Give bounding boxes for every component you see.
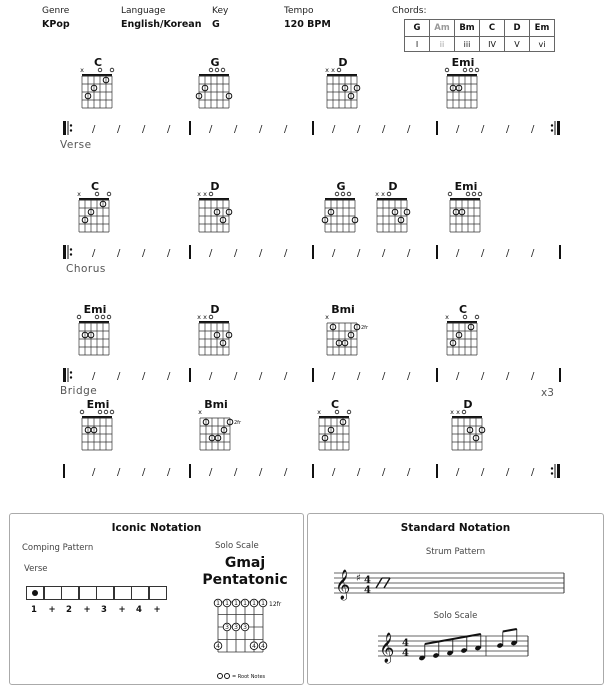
scale-note-finger: 1 — [243, 600, 247, 608]
genre-label: Genre — [42, 6, 70, 16]
strum-slash: / — [531, 124, 535, 135]
root-note-legend-mark — [225, 674, 230, 679]
strum-slash: / — [92, 467, 96, 478]
comping-cell — [114, 586, 132, 600]
panel-title: Iconic Notation — [111, 522, 202, 534]
open-string-mark — [463, 68, 467, 72]
strum-slash: / — [407, 124, 411, 135]
key-value: G — [212, 19, 220, 30]
strum-slash: / — [531, 248, 535, 259]
strum-slash: / — [382, 248, 386, 259]
language-label: Language — [121, 6, 166, 16]
strum-slash: / — [456, 371, 460, 382]
muted-string-mark: x — [445, 313, 449, 321]
time-signature-bottom: 4 — [402, 648, 409, 659]
strum-slash: / — [284, 124, 288, 135]
comping-count: 4 — [136, 605, 142, 615]
section-label-verse: Verse — [60, 139, 92, 151]
open-string-mark — [98, 68, 102, 72]
strum-slash: / — [332, 467, 336, 478]
open-string-mark — [110, 68, 114, 72]
muted-string-mark: x — [325, 66, 329, 74]
open-string-mark — [387, 192, 391, 196]
chord-name: Emi — [86, 398, 110, 411]
strum-slash: / — [209, 124, 213, 135]
chord-name: D — [210, 180, 220, 193]
open-string-mark — [215, 68, 219, 72]
chord-name: D — [463, 398, 473, 411]
open-string-mark — [80, 410, 84, 414]
strum-slash: / — [92, 124, 96, 135]
strum-line-verse — [0, 118, 608, 138]
comping-count: + — [83, 605, 91, 615]
open-string-mark — [209, 68, 213, 72]
open-string-mark — [347, 192, 351, 196]
open-string-mark — [472, 192, 476, 196]
strum-slash: / — [407, 248, 411, 259]
strum-slash: / — [284, 467, 288, 478]
chord-name: Emi — [83, 303, 107, 316]
strum-slash: / — [284, 371, 288, 382]
scale-note-finger: 1 — [252, 600, 256, 608]
open-string-mark — [104, 410, 108, 414]
comping-cell — [26, 586, 44, 600]
strum-slash: / — [117, 371, 121, 382]
comping-count: 3 — [101, 605, 107, 615]
section-label-bridge: Bridge — [60, 385, 98, 397]
strum-slash: / — [481, 371, 485, 382]
repeat-start-bar — [63, 121, 66, 135]
open-string-mark — [475, 315, 479, 319]
repeat-end-bar — [557, 121, 560, 135]
open-string-mark — [466, 192, 470, 196]
solo-scale-label: Solo Scale — [433, 611, 478, 621]
strum-slash: / — [259, 371, 263, 382]
chord-name: D — [210, 303, 220, 316]
strum-slash: / — [117, 248, 121, 259]
open-string-mark — [448, 192, 452, 196]
key-chord-roman: vi — [530, 37, 555, 52]
open-string-mark — [335, 192, 339, 196]
treble-clef: 𝄞 — [335, 570, 351, 600]
iconic-notation-panel — [9, 513, 304, 685]
comping-section-label: Verse — [24, 564, 48, 574]
chord-name: C — [93, 56, 103, 69]
strum-line-bridge-1 — [0, 365, 608, 385]
repeat-dot — [551, 124, 553, 126]
muted-string-mark: x — [197, 190, 201, 198]
strum-slash: / — [382, 124, 386, 135]
repeat-dot — [70, 248, 72, 250]
muted-string-mark: x — [456, 408, 460, 416]
muted-string-mark: x — [325, 313, 329, 321]
comping-cell — [149, 586, 167, 600]
strum-slash: / — [357, 371, 361, 382]
comping-cell — [96, 586, 114, 600]
scale-note-finger: 1 — [261, 600, 265, 608]
key-chord-name: D — [505, 20, 530, 37]
scale-note-finger: 4 — [261, 642, 265, 650]
open-string-mark — [475, 68, 479, 72]
repeat-dot — [70, 129, 72, 131]
strum-slash: / — [117, 124, 121, 135]
repeat-dot — [551, 129, 553, 131]
strum-slash: / — [506, 124, 510, 135]
comping-count: + — [153, 605, 161, 615]
key-chord-name: Am — [430, 20, 455, 37]
strum-slash: / — [456, 124, 460, 135]
standard-notation-panel — [307, 513, 604, 685]
key-chord-name: C — [480, 20, 505, 37]
open-string-mark — [95, 315, 99, 319]
chord-name: G — [210, 56, 220, 69]
strum-slash: / — [234, 124, 238, 135]
key-chord-roman: IV — [480, 37, 505, 52]
chord-name: Bmi — [204, 398, 228, 411]
strum-slash: / — [531, 371, 535, 382]
language-value: English/Korean — [121, 19, 202, 30]
time-signature-top: 4 — [364, 575, 371, 586]
strum-slash: / — [357, 124, 361, 135]
strum-slash: / — [92, 371, 96, 382]
muted-string-mark: x — [317, 408, 321, 416]
time-signature-top: 4 — [402, 638, 409, 649]
repeat-count: x3 — [541, 387, 554, 399]
open-string-mark — [209, 315, 213, 319]
strum-slash: / — [506, 467, 510, 478]
strum-slash: / — [407, 371, 411, 382]
open-string-mark — [101, 315, 105, 319]
root-note-legend: = Root Notes — [232, 674, 266, 680]
scale-note-finger: 3 — [225, 624, 229, 632]
chord-name: Emi — [454, 180, 478, 193]
strum-pattern-label: Strum Pattern — [425, 547, 486, 557]
strum-line-bridge-2 — [0, 461, 608, 481]
strum-slash: / — [167, 124, 171, 135]
key-label: Key — [212, 6, 229, 16]
muted-string-mark: x — [203, 313, 207, 321]
strum-line-chorus — [0, 242, 608, 262]
fret-position-label: 2fr — [361, 325, 368, 331]
scale-note-finger: 4 — [252, 642, 256, 650]
scale-name — [190, 555, 300, 589]
strum-slash: / — [382, 467, 386, 478]
comping-count: 2 — [66, 605, 72, 615]
strum-slash: / — [234, 248, 238, 259]
scale-name-line2: Pentatonic — [202, 572, 288, 588]
strum-slash: / — [142, 124, 146, 135]
strum-slash: / — [506, 248, 510, 259]
strum-slash: / — [142, 467, 146, 478]
scale-note-finger: 3 — [234, 624, 238, 632]
comping-count: + — [48, 605, 56, 615]
strum-slash: / — [259, 124, 263, 135]
open-string-mark — [478, 192, 482, 196]
scale-name-line1: Gmaj — [224, 555, 266, 571]
key-chord-name: G — [405, 20, 430, 37]
section-label-chorus: Chorus — [66, 263, 106, 275]
muted-string-mark: x — [197, 313, 201, 321]
strum-slash: / — [357, 248, 361, 259]
strum-slash: / — [531, 467, 535, 478]
strum-slash: / — [209, 467, 213, 478]
key-chords-table — [404, 19, 555, 52]
strum-pattern-staff — [334, 561, 566, 611]
tempo-value: 120 BPM — [284, 19, 331, 30]
tempo-label: Tempo — [284, 6, 314, 16]
strum-slash: / — [481, 467, 485, 478]
scale-note-finger: 4 — [216, 642, 220, 650]
strum-slash: / — [142, 371, 146, 382]
open-string-mark — [110, 410, 114, 414]
comping-cell — [61, 586, 79, 600]
scale-fret-label: 12fr — [269, 601, 282, 608]
scale-note-finger: 1 — [225, 600, 229, 608]
open-string-mark — [463, 315, 467, 319]
strum-slash: / — [234, 467, 238, 478]
muted-string-mark: x — [203, 190, 207, 198]
strum-slash: / — [92, 248, 96, 259]
key-chord-name: Em — [530, 20, 555, 37]
comping-cell — [44, 586, 62, 600]
strum-slash: / — [167, 371, 171, 382]
root-note-legend-mark — [218, 674, 223, 679]
repeat-end-bar — [557, 464, 560, 478]
open-string-mark — [469, 68, 473, 72]
genre-value: KPop — [42, 19, 70, 30]
key-signature-sharp: ♯ — [356, 573, 361, 584]
strum-slash: / — [167, 248, 171, 259]
note-beam — [503, 629, 517, 632]
open-string-mark — [462, 410, 466, 414]
strum-slash: / — [142, 248, 146, 259]
strum-slash: / — [332, 248, 336, 259]
strum-slash: / — [481, 248, 485, 259]
solo-scale-label: Solo Scale — [215, 541, 259, 551]
chord-name: D — [338, 56, 348, 69]
strum-slash: / — [284, 248, 288, 259]
open-string-mark — [95, 192, 99, 196]
muted-string-mark: x — [375, 190, 379, 198]
scale-fretboard — [210, 596, 300, 682]
strum-slash: / — [259, 467, 263, 478]
strum-slash: / — [357, 467, 361, 478]
repeat-dot — [551, 472, 553, 474]
open-string-mark — [107, 315, 111, 319]
strum-slash: / — [209, 248, 213, 259]
muted-string-mark: x — [80, 66, 84, 74]
comping-cell — [79, 586, 97, 600]
repeat-dot — [70, 253, 72, 255]
open-string-mark — [107, 192, 111, 196]
comping-cell — [131, 586, 149, 600]
key-chord-roman: ii — [430, 37, 455, 52]
strum-slash: / — [332, 124, 336, 135]
scale-note-finger: 1 — [234, 600, 238, 608]
repeat-start-bar — [63, 368, 66, 382]
muted-string-mark: x — [331, 66, 335, 74]
strum-slash: / — [456, 248, 460, 259]
open-string-mark — [77, 315, 81, 319]
open-string-mark — [335, 410, 339, 414]
strum-slash: / — [506, 371, 510, 382]
fret-position-label: 2fr — [234, 420, 241, 426]
chord-name: C — [90, 180, 100, 193]
chord-name: G — [336, 180, 346, 193]
solo-scale-staff — [378, 624, 538, 676]
open-string-mark — [209, 192, 213, 196]
repeat-dot — [551, 467, 553, 469]
repeat-dot — [70, 376, 72, 378]
muted-string-mark: x — [381, 190, 385, 198]
treble-clef: 𝄞 — [379, 633, 395, 663]
chord-name: C — [458, 303, 468, 316]
comping-pattern-label: Comping Pattern — [22, 543, 94, 553]
key-chord-roman: iii — [455, 37, 480, 52]
open-string-mark — [341, 192, 345, 196]
key-chord-roman: V — [505, 37, 530, 52]
repeat-dot — [70, 371, 72, 373]
scale-note-finger: 3 — [243, 624, 247, 632]
comping-hit-dot — [32, 590, 38, 596]
muted-string-mark: x — [77, 190, 81, 198]
strum-slash: / — [117, 467, 121, 478]
chord-name: D — [388, 180, 398, 193]
panel-title: Standard Notation — [400, 522, 511, 534]
key-chord-roman: I — [405, 37, 430, 52]
open-string-mark — [337, 68, 341, 72]
chord-name: Bmi — [331, 303, 355, 316]
comping-count: + — [118, 605, 126, 615]
comping-count: 1 — [31, 605, 37, 615]
chords-label: Chords: — [392, 6, 427, 16]
strum-slash: / — [456, 467, 460, 478]
chord-name: C — [330, 398, 340, 411]
strum-slash: / — [481, 124, 485, 135]
strum-slash: / — [209, 371, 213, 382]
repeat-start-bar — [63, 245, 66, 259]
strum-slash: / — [382, 371, 386, 382]
strum-slash: / — [234, 371, 238, 382]
muted-string-mark: x — [198, 408, 202, 416]
strum-slash: / — [407, 467, 411, 478]
muted-string-mark: x — [450, 408, 454, 416]
chord-name: Emi — [451, 56, 475, 69]
key-chord-name: Bm — [455, 20, 480, 37]
strum-slash: / — [167, 467, 171, 478]
strum-slash: / — [259, 248, 263, 259]
strum-slash: / — [332, 371, 336, 382]
open-string-mark — [445, 68, 449, 72]
time-signature-bottom: 4 — [364, 585, 371, 596]
open-string-mark — [347, 410, 351, 414]
open-string-mark — [221, 68, 225, 72]
repeat-dot — [70, 124, 72, 126]
open-string-mark — [98, 410, 102, 414]
scale-note-finger: 1 — [216, 600, 220, 608]
